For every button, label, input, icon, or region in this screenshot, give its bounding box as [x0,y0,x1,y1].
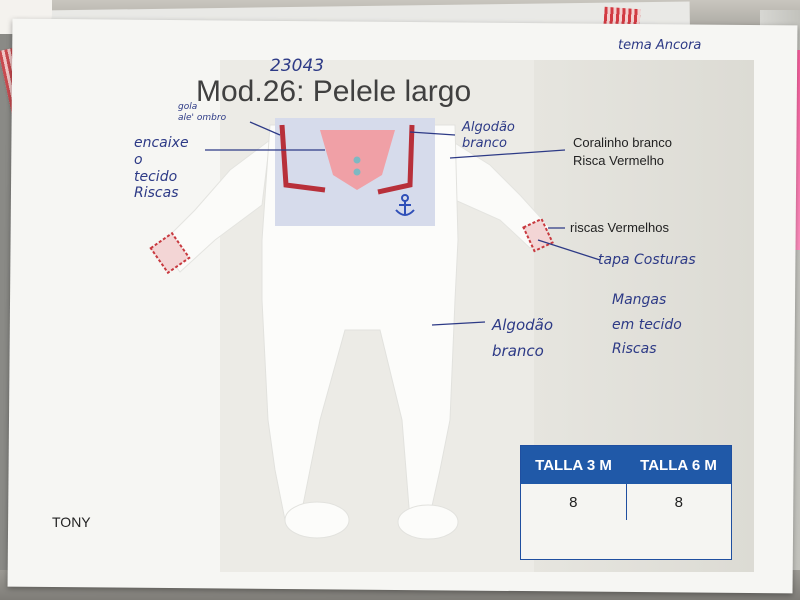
riscas-note: riscas Vermelhos [570,220,669,235]
coralinho-note: Coralinho branco Risca Vermelho [573,135,673,168]
reference-number: 23043 [270,56,325,76]
size-table-row [521,484,731,520]
button-1 [354,157,361,164]
size-value-6m: 8 [674,493,683,511]
algodao-top-note: Algodão branco [462,120,515,151]
size-header-6m: TALLA 6 M [640,456,717,474]
mangas-note: Mangas em tecido Riscas [612,292,682,357]
tapa-costuras-note: tapa Costuras [598,252,696,268]
theme-note: tema Ancora [618,38,702,53]
algodao-body-note: Algodão branco [492,316,554,361]
encaixe-note: encaixe o tecido Riscas [134,135,189,202]
size-table-header [521,446,731,484]
size-header-3m: TALLA 3 M [535,456,612,474]
page-title: Mod.26: Pelele largo [196,75,472,108]
button-2 [354,169,361,176]
size-value-3m: 8 [521,484,627,520]
gola-note: gola ale' ombro [178,102,227,123]
footer-label: TONY [52,514,91,530]
size-table [520,445,732,560]
